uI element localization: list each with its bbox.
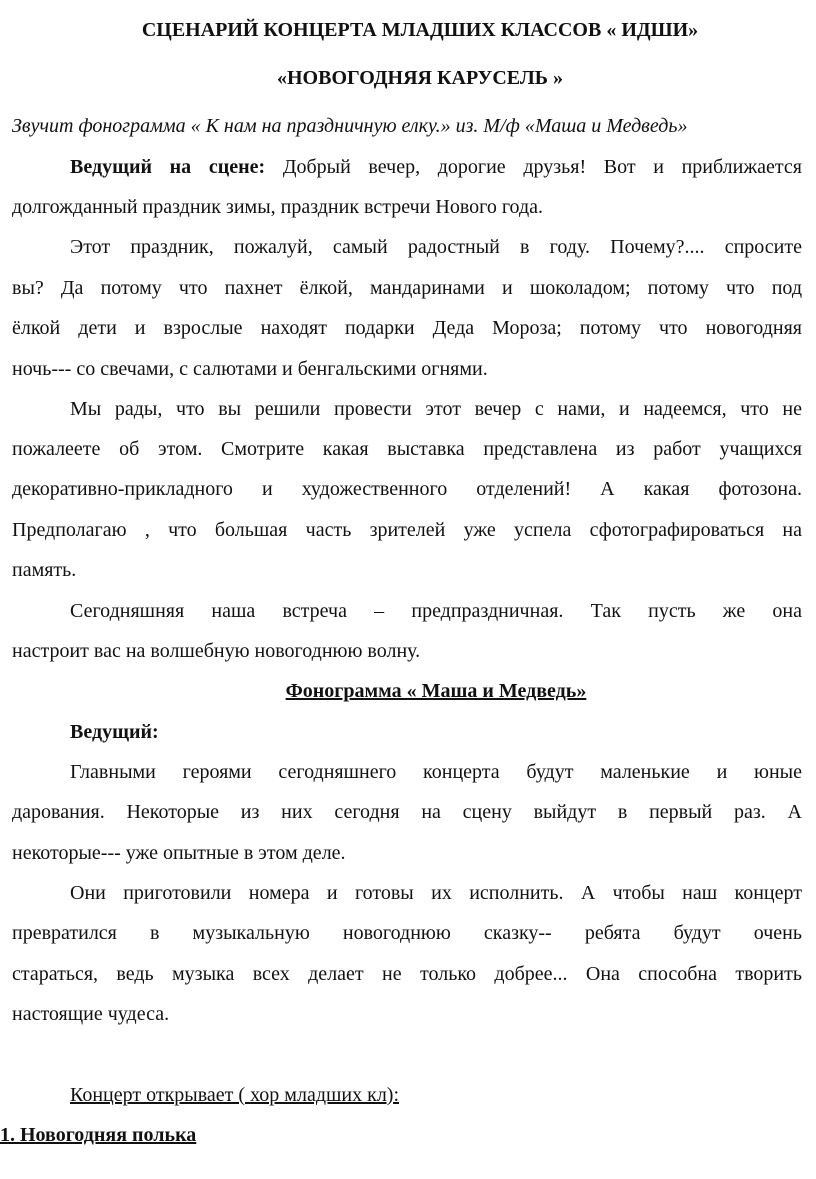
paragraph-4-line-2: настроит вас на волшебную новогоднюю волну. bbox=[12, 640, 421, 662]
paragraph-5-line-1: Главными героями сегодняшнего концерта будут маленькие и юные bbox=[70, 761, 802, 783]
speaker-label: Ведущий на сцене: bbox=[70, 156, 266, 178]
speaker-label-2: Ведущий: bbox=[70, 721, 159, 743]
paragraph-1-text: Добрый вечер, дорогие друзья! Вот и приближается bbox=[265, 156, 802, 178]
phonogram-heading: Фонограмма « Маша и Медведь» bbox=[285, 680, 587, 702]
paragraph-6-line-1: Они приготовили номера и готовы их исполнить. А чтобы наш концерт bbox=[70, 882, 802, 904]
paragraph-6-line-2: превратился в музыкальную новогоднюю сказку-- ребята будут очень bbox=[12, 922, 802, 944]
paragraph-2-line-1: Этот праздник, пожалуй, самый радостный в году. Почему?.... спросите bbox=[70, 236, 802, 258]
paragraph-3-line-2: пожалеете об этом. Смотрите какая выставка представлена из работ учащихся bbox=[12, 438, 802, 460]
title-line-2: «НОВОГОДНЯЯ КАРУСЕЛЬ » bbox=[277, 67, 563, 89]
paragraph-1-line-2: долгожданный праздник зимы, праздник встречи Нового года. bbox=[12, 196, 544, 218]
paragraph-3-line-5: память. bbox=[12, 559, 77, 581]
paragraph-2-line-4: ночь--- со свечами, с салютами и бенгальскими огнями. bbox=[12, 358, 488, 380]
paragraph-6-line-3: стараться, ведь музыка всех делает не только добрее... Она способна творить bbox=[12, 963, 802, 985]
concert-opening-line: Концерт открывает ( хор младших кл): bbox=[70, 1084, 400, 1106]
program-item-1: 1. Новогодняя полька bbox=[0, 1124, 197, 1146]
paragraph-6-line-4: настоящие чудеса. bbox=[12, 1003, 170, 1025]
paragraph-5-line-3: некоторые--- уже опытные в этом деле. bbox=[12, 842, 346, 864]
paragraph-5-line-2: дарования. Некоторые из них сегодня на сцену выйдут в первый раз. А bbox=[12, 801, 802, 823]
paragraph-3-line-1: Мы рады, что вы решили провести этот вечер с нами, и надеемся, что не bbox=[70, 398, 802, 420]
paragraph-3-line-3: декоративно-прикладного и художественного отделений! А какая фотозона. bbox=[12, 478, 802, 500]
paragraph-3-line-4: Предполагаю , что большая часть зрителей уже успела сфотографироваться на bbox=[12, 519, 802, 541]
paragraph-2-line-3: ёлкой дети и взрослые находят подарки Деда Мороза; потому что новогодняя bbox=[12, 317, 802, 339]
paragraph-2-line-2: вы? Да потому что пахнет ёлкой, мандаринами и шоколадом; потому что под bbox=[12, 277, 802, 299]
stage-note: Звучит фонограмма « К нам на праздничную елку.» из. М/ф «Маша и Медведь» bbox=[12, 115, 688, 137]
title-line-1: СЦЕНАРИЙ КОНЦЕРТА МЛАДШИХ КЛАССОВ « ИДШИ» bbox=[141, 19, 699, 41]
paragraph-4-line-1: Сегодняшняя наша встреча – предпраздничная. Так пусть же она bbox=[70, 600, 802, 622]
paragraph-1-line-1 bbox=[70, 155, 802, 179]
